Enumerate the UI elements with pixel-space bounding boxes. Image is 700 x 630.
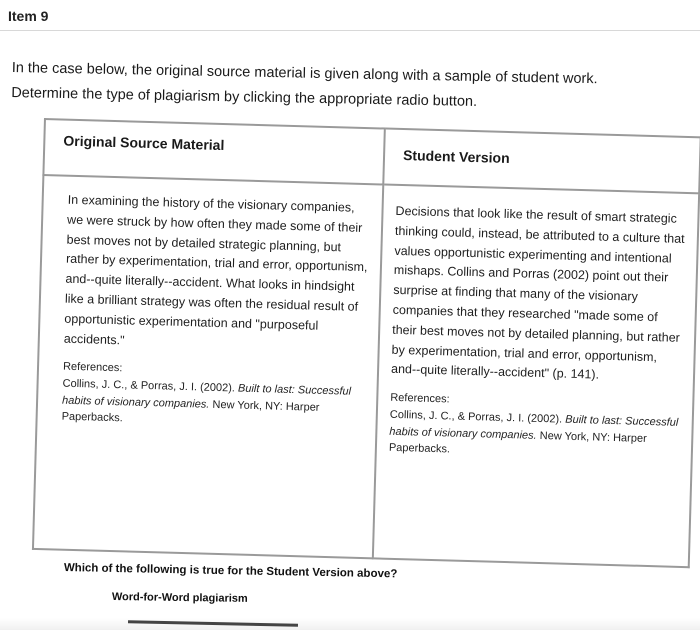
item-title: Item 9 — [8, 8, 49, 24]
next-option-edge — [0, 618, 700, 630]
student-version-content — [377, 186, 698, 465]
student-references-label: References: — [390, 391, 450, 406]
original-reference-authors: Collins, J. C., & Porras, J. I. (2002). — [62, 377, 236, 395]
original-references-label: References: — [62, 361, 123, 375]
original-source-cell — [33, 175, 383, 558]
original-reference-publisher: New York, NY: Harper Paperbacks. — [61, 398, 320, 425]
student-header-cell — [383, 129, 700, 194]
word-for-word-label[interactable]: Word-for-Word plagiarism — [111, 590, 248, 605]
answer-option-word-for-word[interactable] — [112, 587, 248, 607]
instructions — [11, 56, 696, 119]
original-source-text: In examining the history of the visionary companies, we were struck by how often they made some of their best moves not by detailed strategic planning, but rather by experimentation, trial and error, opportunism, and--quite literally--accident. What looks in hindsight like a brilliant strategy was often the residual result of opportunistic experimentation and "purposeful accidents." — [63, 192, 368, 347]
student-version-text: Decisions that look like the result of smart strategic thinking could, instead, be attributed to a culture that values opportunistic experimenting and intentional mishaps. Collins and Porras (2002) point out their surprise at finding that many of the visionary companies that they researched "made some of their best moves not by detailed planning, but rather by experimentation, trial and error, opportunism, and--quite literally--accident" (p. 141). — [390, 203, 685, 382]
original-source-header: Original Source Material — [63, 132, 225, 154]
instructions-line-1: In the case below, the original source material is given along with a sample of student work. — [11, 59, 598, 88]
instructions-line-2: Determine the type of plagiarism by clicking the appropriate radio button. — [11, 84, 478, 110]
student-version-header: Student Version — [402, 147, 510, 167]
original-reference-title: Built to last: Successful habits of visionary companies. — [61, 382, 352, 411]
student-reference-title: Built to last: Successful habits of visionary companies. — [389, 413, 679, 442]
student-reference-publisher: New York, NY: Harper Paperbacks. — [388, 429, 647, 456]
student-reference-authors: Collins, J. C., & Porras, J. I. (2002). — [389, 408, 563, 426]
original-source-content — [37, 176, 382, 434]
item-header — [0, 0, 700, 31]
student-reference — [389, 407, 680, 465]
question-text: Which of the following is true for the Student Version above? — [63, 562, 398, 581]
original-header-cell — [43, 119, 384, 184]
original-reference — [61, 376, 364, 434]
student-version-cell — [373, 184, 699, 567]
comparison-table — [32, 118, 700, 568]
comparison-table-wrapper — [32, 118, 700, 568]
